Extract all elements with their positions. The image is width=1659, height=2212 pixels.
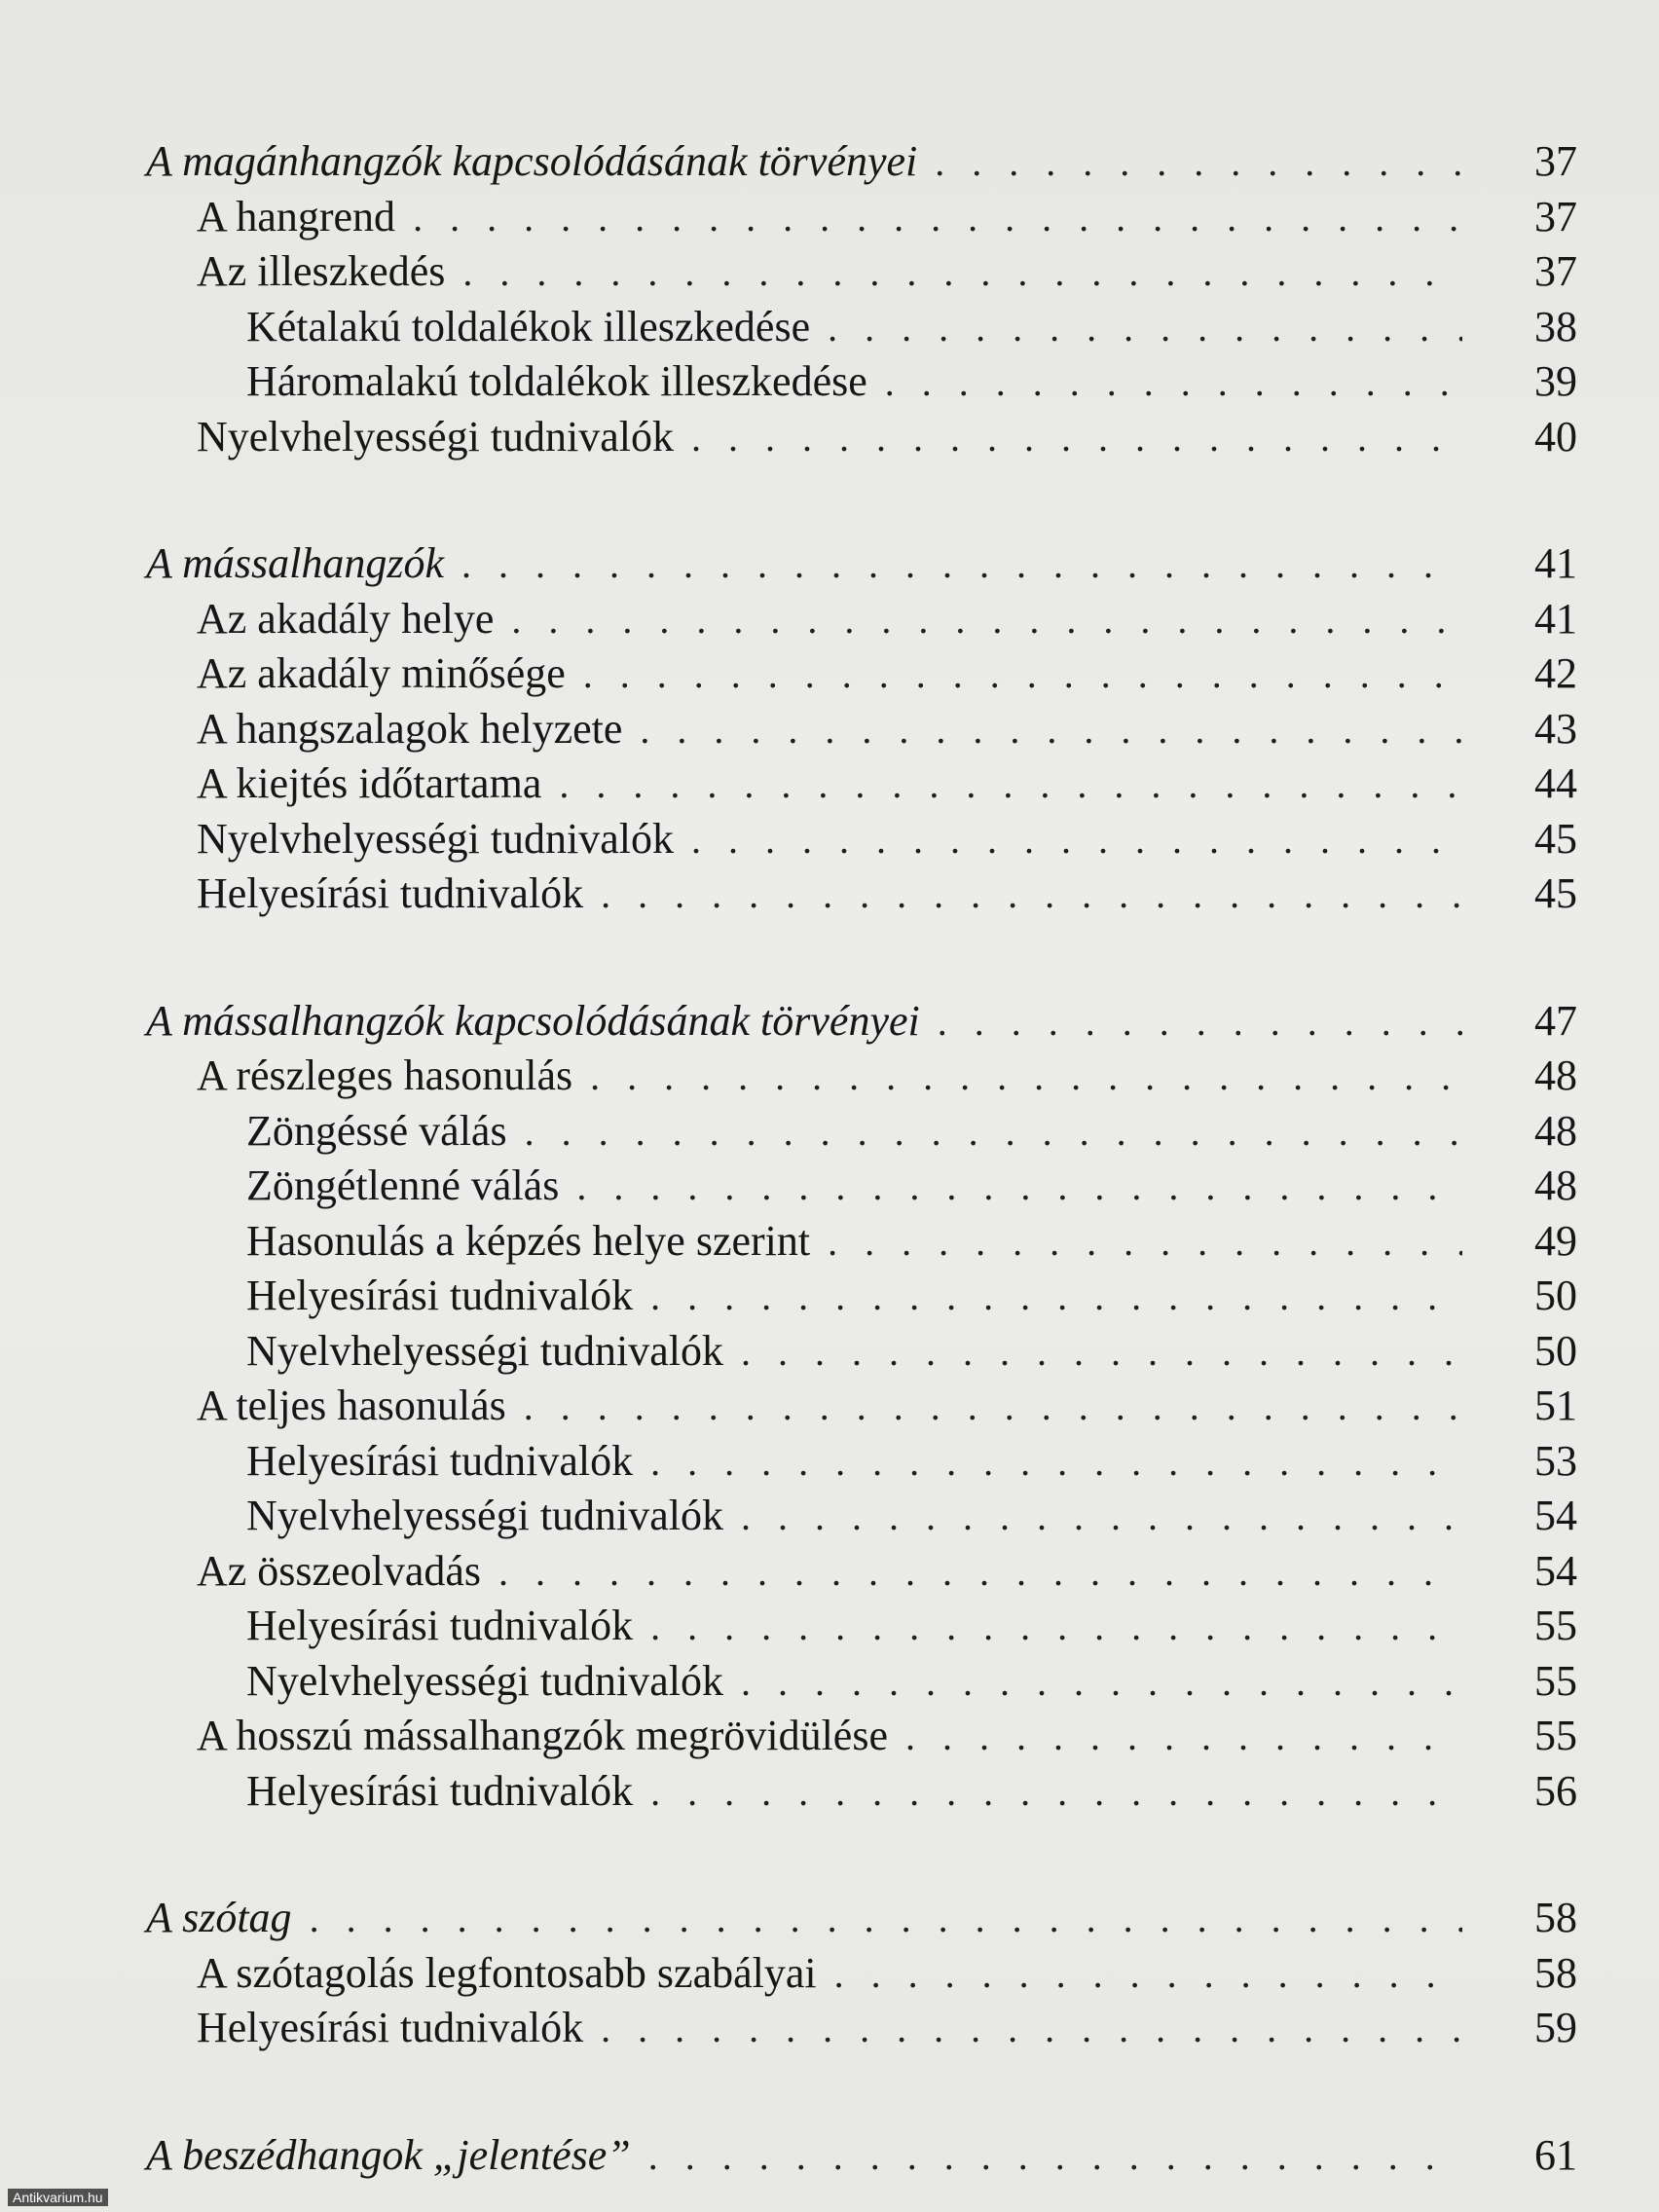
toc-section <box>146 2128 1577 2184</box>
toc-entry[interactable] <box>146 1214 1577 1270</box>
dot-leader <box>691 411 1462 466</box>
dot-leader <box>741 1655 1462 1711</box>
toc-entry[interactable] <box>146 244 1577 300</box>
dot-leader <box>938 995 1462 1051</box>
toc-entry[interactable] <box>146 756 1577 812</box>
table-of-contents <box>146 134 1577 2183</box>
toc-page-number: 37 <box>1534 247 1577 295</box>
toc-entry[interactable] <box>146 1946 1577 2002</box>
toc-entry-title: Nyelvhelyességi tudnivalók <box>246 1492 724 1539</box>
toc-page-number: 47 <box>1534 996 1577 1045</box>
toc-page-number: 41 <box>1534 594 1577 643</box>
dot-leader <box>601 2002 1462 2057</box>
toc-entry-title: Helyesírási tudnivalók <box>246 1602 634 1649</box>
toc-entry-title: Kétalakú toldalékok illeszkedése <box>246 302 811 350</box>
toc-page-number: 37 <box>1534 192 1577 240</box>
toc-page-number: 39 <box>1534 357 1577 405</box>
dot-leader <box>650 1765 1462 1821</box>
dot-leader <box>525 1105 1462 1161</box>
toc-page-number: 54 <box>1534 1546 1577 1595</box>
dot-leader <box>498 1545 1462 1601</box>
toc-section <box>146 1891 1577 2056</box>
toc-entry-title: A magánhangzók kapcsolódásának törvényei <box>146 137 918 185</box>
dot-leader <box>885 355 1462 411</box>
toc-page-number: 48 <box>1534 1051 1577 1099</box>
toc-entry[interactable] <box>146 354 1577 410</box>
dot-leader <box>462 245 1462 301</box>
toc-entry-title: Nyelvhelyességi tudnivalók <box>246 1326 724 1375</box>
dot-leader <box>559 757 1462 813</box>
toc-chapter-entry[interactable] <box>146 536 1577 592</box>
toc-entry-title: A szótagolás legfontosabb szabályai <box>197 1948 817 1997</box>
toc-page-number: 41 <box>1534 539 1577 587</box>
toc-page-number: 45 <box>1534 869 1577 917</box>
dot-leader <box>834 1947 1462 2003</box>
toc-entry-title: Helyesírási tudnivalók <box>246 1272 634 1319</box>
toc-entry-title: A hangszalagok helyzete <box>197 704 623 753</box>
toc-entry[interactable] <box>146 410 1577 465</box>
toc-page-number: 48 <box>1534 1161 1577 1209</box>
toc-entry-title: A mássalhangzók kapcsolódásának törvényei <box>146 996 920 1045</box>
toc-entry-title: A beszédhangok „jelentése” <box>146 2130 631 2179</box>
toc-entry-title: A szótag <box>146 1894 292 1941</box>
toc-page-number: 58 <box>1534 1948 1577 1997</box>
toc-entry[interactable] <box>146 1049 1577 1104</box>
toc-entry-title: A teljes hasonulás <box>197 1382 506 1429</box>
toc-entry[interactable] <box>146 866 1577 922</box>
toc-entry-title: A hangrend <box>197 192 396 240</box>
dot-leader <box>828 301 1462 356</box>
toc-entry-title: A részleges hasonulás <box>197 1051 573 1099</box>
toc-entry[interactable] <box>146 1104 1577 1160</box>
toc-entry-title: Helyesírási tudnivalók <box>197 2004 584 2051</box>
section-spacer <box>146 922 1577 994</box>
dot-leader <box>310 1892 1462 1947</box>
toc-entry[interactable] <box>146 1324 1577 1380</box>
watermark-label: Antikvarium.hu <box>8 2189 108 2206</box>
dot-leader <box>828 1215 1462 1271</box>
toc-entry-title: Zöngétlenné válás <box>246 1161 560 1209</box>
toc-page-number: 58 <box>1534 1894 1577 1941</box>
toc-entry-title: A mássalhangzók <box>146 539 444 587</box>
toc-section <box>146 536 1577 922</box>
toc-page-number: 37 <box>1534 137 1577 185</box>
dot-leader <box>905 1710 1462 1765</box>
toc-page-number: 53 <box>1534 1436 1577 1485</box>
toc-entry[interactable] <box>146 190 1577 245</box>
toc-page-number: 56 <box>1534 1766 1577 1815</box>
toc-page-number: 45 <box>1534 814 1577 863</box>
dot-leader <box>576 1160 1462 1215</box>
toc-page-number: 40 <box>1534 412 1577 461</box>
toc-page-number: 44 <box>1534 759 1577 807</box>
toc-chapter-entry[interactable] <box>146 994 1577 1050</box>
toc-entry[interactable] <box>146 1159 1577 1214</box>
toc-page-number: 51 <box>1534 1382 1577 1429</box>
section-spacer <box>146 2056 1577 2128</box>
toc-entry-title: Az akadály helye <box>197 594 495 643</box>
dot-leader <box>741 1325 1462 1381</box>
dot-leader <box>511 593 1462 648</box>
toc-page-number: 49 <box>1534 1216 1577 1265</box>
toc-page-number: 61 <box>1534 2130 1577 2179</box>
toc-entry[interactable] <box>146 1434 1577 1490</box>
toc-entry-title: Nyelvhelyességi tudnivalók <box>197 412 675 461</box>
toc-chapter-entry[interactable] <box>146 1891 1577 1946</box>
toc-entry-title: Háromalakú toldalékok illeszkedése <box>246 357 867 405</box>
toc-entry[interactable] <box>146 1654 1577 1710</box>
dot-leader <box>691 813 1462 868</box>
toc-entry[interactable] <box>146 2001 1577 2056</box>
toc-chapter-entry[interactable] <box>146 134 1577 190</box>
dot-leader <box>590 1050 1462 1105</box>
toc-page-number: 43 <box>1534 704 1577 753</box>
toc-entry-title: Nyelvhelyességi tudnivalók <box>246 1656 724 1705</box>
toc-entry-title: Helyesírási tudnivalók <box>246 1766 634 1815</box>
toc-page-number: 48 <box>1534 1106 1577 1155</box>
toc-entry-title: Helyesírási tudnivalók <box>246 1436 634 1485</box>
toc-entry-title: Helyesírási tudnivalók <box>197 869 584 917</box>
toc-entry[interactable] <box>146 300 1577 355</box>
dot-leader <box>640 703 1462 758</box>
toc-entry[interactable] <box>146 812 1577 867</box>
dot-leader <box>650 1435 1462 1491</box>
toc-page-number: 55 <box>1534 1656 1577 1705</box>
dot-leader <box>583 647 1462 703</box>
toc-entry[interactable] <box>146 1764 1577 1820</box>
toc-entry-title: Az összeolvadás <box>197 1546 482 1595</box>
toc-entry-title: A kiejtés időtartama <box>197 759 542 807</box>
dot-leader <box>601 867 1462 923</box>
toc-chapter-entry[interactable] <box>146 2128 1577 2184</box>
toc-page-number: 50 <box>1534 1326 1577 1375</box>
toc-section <box>146 994 1577 1820</box>
toc-entry[interactable] <box>146 1709 1577 1764</box>
toc-entry[interactable] <box>146 646 1577 702</box>
dot-leader <box>413 191 1462 246</box>
toc-entry[interactable] <box>146 592 1577 647</box>
section-spacer <box>146 464 1577 536</box>
toc-page-number: 50 <box>1534 1272 1577 1319</box>
toc-page-number: 38 <box>1534 302 1577 350</box>
toc-page-number: 55 <box>1534 1712 1577 1759</box>
dot-leader <box>648 2129 1462 2185</box>
toc-entry-title: A hosszú mássalhangzók megrövidülése <box>197 1712 888 1759</box>
toc-entry[interactable] <box>146 1379 1577 1434</box>
toc-page-number: 55 <box>1534 1602 1577 1649</box>
section-spacer <box>146 1819 1577 1891</box>
dot-leader <box>650 1600 1462 1655</box>
dot-leader <box>935 135 1462 191</box>
dot-leader <box>741 1490 1462 1545</box>
toc-page-number: 54 <box>1534 1492 1577 1539</box>
toc-entry-title: Az illeszkedés <box>197 247 446 295</box>
toc-entry[interactable] <box>146 702 1577 757</box>
dot-leader <box>650 1270 1462 1325</box>
toc-entry[interactable] <box>146 1269 1577 1324</box>
toc-page-number: 59 <box>1534 2004 1577 2051</box>
toc-section <box>146 134 1577 464</box>
toc-entry-title: Nyelvhelyességi tudnivalók <box>197 814 675 863</box>
toc-entry-title: Zöngéssé válás <box>246 1106 507 1155</box>
toc-entry[interactable] <box>146 1489 1577 1544</box>
toc-entry[interactable] <box>146 1599 1577 1654</box>
toc-entry[interactable] <box>146 1544 1577 1600</box>
dot-leader <box>524 1380 1462 1435</box>
toc-page-number: 42 <box>1534 649 1577 697</box>
toc-entry-title: Az akadály minősége <box>197 649 566 697</box>
toc-entry-title: Hasonulás a képzés helye szerint <box>246 1216 811 1265</box>
dot-leader <box>461 537 1462 593</box>
